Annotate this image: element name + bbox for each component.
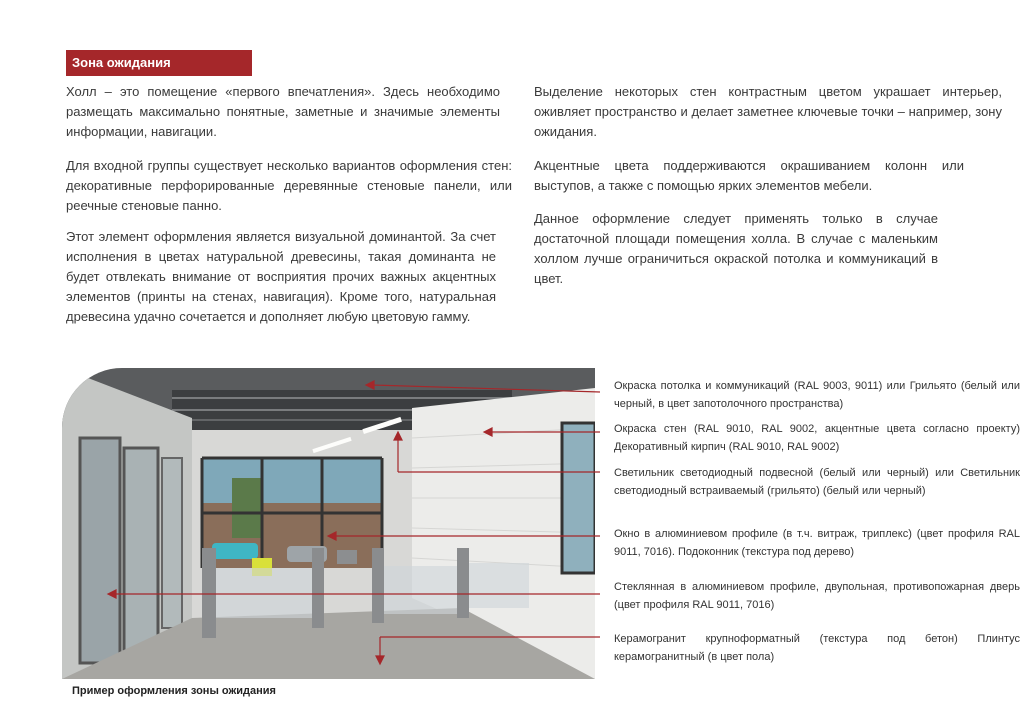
annotation-door: Стеклянная в алюминиевом профиле, двупольная, противопожарная дверь (цвет профиля RAL 9011, 7016) — [614, 581, 1020, 611]
annotation-walls: Окраска стен (RAL 9010, RAL 9002, акцентные цвета согласно проекту) Декоративный кирпич (RAL 9010, RAL 9002) — [614, 423, 1020, 453]
annotation-window: Окно в алюминиевом профиле (в т.ч. витраж, триплекс) (цвет профиля RAL 9011, 7016). Подоконник (текстура под дерево) — [614, 528, 1020, 558]
photo-caption: Пример оформления зоны ожидания — [72, 685, 276, 697]
right-paragraph-3: Данное оформление следует применять только в случае достаточной площади помещения холла. В случае с маленьким холлом лучше ограничиться окраской потолка и коммуникаций в цвет. — [534, 211, 938, 286]
section-title-tag: Зона ожидания — [66, 50, 252, 76]
right-paragraph-2: Акцентные цвета поддерживаются окрашиванием колонн или выступов, а также с помощью ярких элементов мебели. — [534, 158, 964, 193]
left-paragraph-1: Холл – это помещение «первого впечатления». Здесь необходимо размещать максимально понятные, заметные и значимые элементы информации, навигации. — [66, 84, 500, 139]
left-paragraph-2: Для входной группы существует несколько вариантов оформления стен: декоративные перфорированные деревянные стеновые панели, или реечные стеновые панно. — [66, 158, 512, 213]
right-paragraph-1: Выделение некоторых стен контрастным цветом украшает интерьер, оживляет пространство и делает заметнее ключевые точки – например, зону ожидания. — [534, 84, 1002, 139]
left-paragraph-3: Этот элемент оформления является визуальной доминантой. За счет исполнения в цветах натуральной древесины, такая доминанта не будет отвлекать внимание от восприятия прочих важных акцентных элементов (принты на стенах, навигация). Кроме того, натуральная древесина удачно сочетается и дополняет любую цветовую гамму. — [66, 229, 496, 324]
annotation-ceiling: Окраска потолка и коммуникаций (RAL 9003, 9011) или Грильято (белый или черный, в цвет запотолочного пространства) — [614, 380, 1020, 410]
annotation-lights: Светильник светодиодный подвесной (белый или черный) или Светильник светодиодный встраиваемый (грильято) (белый или черный) — [614, 467, 1020, 497]
annotation-floor: Керамогранит крупноформатный (текстура под бетон) Плинтус керамогранитный (в цвет пола) — [614, 633, 1020, 663]
